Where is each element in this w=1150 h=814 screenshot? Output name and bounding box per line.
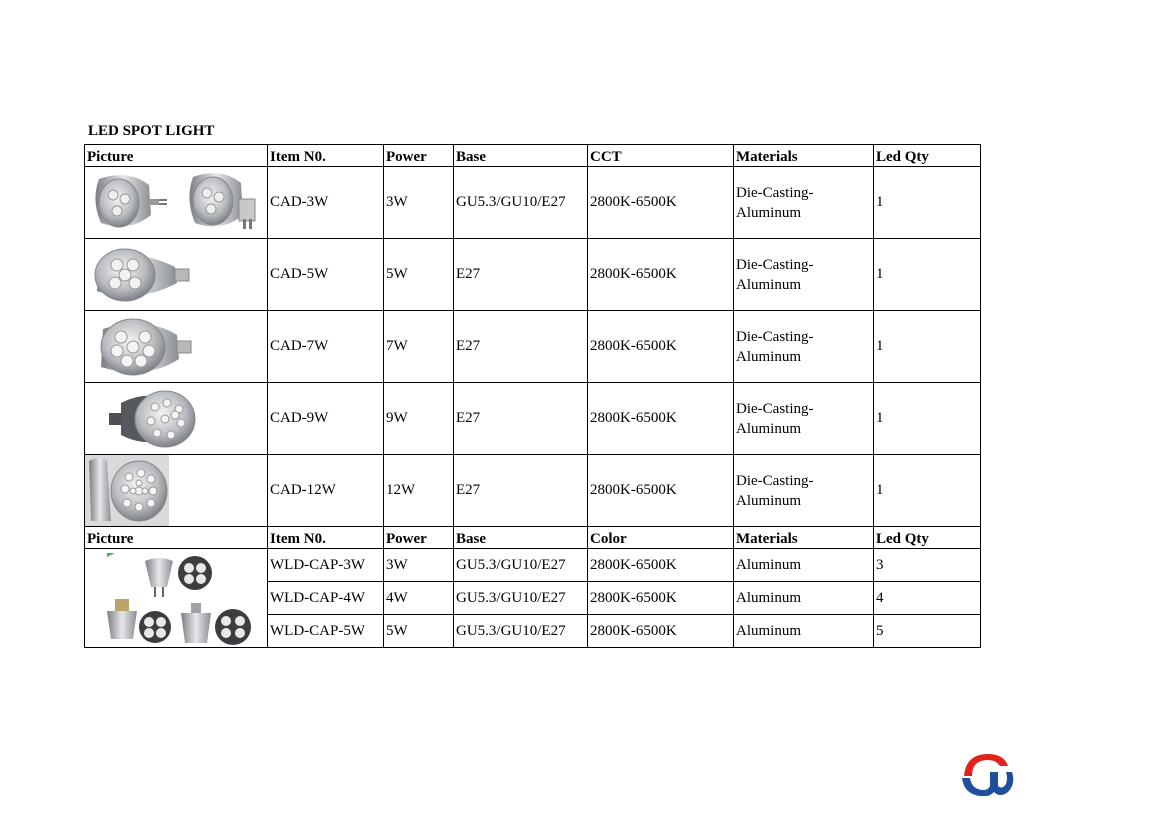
led-qty: 3 (874, 549, 981, 582)
item-no: WLD-CAP-3W (268, 549, 384, 582)
item-no: CAD-12W (268, 455, 384, 527)
cct: 2800K-6500K (588, 239, 734, 311)
header-materials: Materials (734, 145, 874, 167)
table-header-row (85, 527, 981, 549)
table-row (85, 239, 981, 311)
color: 2800K-6500K (588, 549, 734, 582)
cct: 2800K-6500K (588, 383, 734, 455)
materials: Aluminum (734, 549, 874, 582)
header-power: Power (384, 527, 454, 549)
header-base: Base (454, 145, 588, 167)
color: 2800K-6500K (588, 582, 734, 615)
power: 3W (384, 167, 454, 239)
header-power: Power (384, 145, 454, 167)
materials: Aluminum (734, 582, 874, 615)
item-no: CAD-5W (268, 239, 384, 311)
header-item-no: Item N0. (268, 145, 384, 167)
base: GU5.3/GU10/E27 (454, 615, 588, 648)
header-cct: CCT (588, 145, 734, 167)
table-header-row (85, 145, 981, 167)
table-row (85, 167, 981, 239)
product-photo-cad-9w (85, 383, 268, 455)
base: GU5.3/GU10/E27 (454, 582, 588, 615)
item-no: WLD-CAP-4W (268, 582, 384, 615)
materials: Aluminum (734, 615, 874, 648)
power: 7W (384, 311, 454, 383)
base: E27 (454, 455, 588, 527)
header-picture: Picture (85, 527, 268, 549)
base: E27 (454, 311, 588, 383)
power: 3W (384, 549, 454, 582)
led-qty: 1 (874, 239, 981, 311)
led-qty: 5 (874, 615, 981, 648)
product-photo-cad-3w (85, 167, 268, 239)
led-qty: 1 (874, 167, 981, 239)
company-logo (958, 750, 1014, 801)
power: 5W (384, 615, 454, 648)
product-photo-cad-12w (85, 455, 268, 527)
item-no: WLD-CAP-5W (268, 615, 384, 648)
spec-table (84, 144, 981, 648)
materials: Die-Casting-Aluminum (734, 383, 874, 455)
cct: 2800K-6500K (588, 455, 734, 527)
materials: Die-Casting-Aluminum (734, 311, 874, 383)
header-picture: Picture (85, 145, 268, 167)
table-row (85, 549, 981, 582)
led-qty: 4 (874, 582, 981, 615)
power: 4W (384, 582, 454, 615)
item-no: CAD-9W (268, 383, 384, 455)
product-photo-cad-5w (85, 239, 268, 311)
product-photo-cad-7w (85, 311, 268, 383)
item-no: CAD-7W (268, 311, 384, 383)
power: 9W (384, 383, 454, 455)
table-row (85, 455, 981, 527)
led-qty: 1 (874, 455, 981, 527)
item-no: CAD-3W (268, 167, 384, 239)
table-row (85, 311, 981, 383)
base: E27 (454, 239, 588, 311)
base: GU5.3/GU10/E27 (454, 549, 588, 582)
header-base: Base (454, 527, 588, 549)
product-photo-wld-cap (85, 549, 268, 648)
power: 12W (384, 455, 454, 527)
header-materials: Materials (734, 527, 874, 549)
led-qty: 1 (874, 311, 981, 383)
header-color: Color (588, 527, 734, 549)
materials: Die-Casting-Aluminum (734, 167, 874, 239)
power: 5W (384, 239, 454, 311)
page-title: LED SPOT LIGHT (88, 123, 215, 139)
materials: Die-Casting-Aluminum (734, 239, 874, 311)
table-row (85, 383, 981, 455)
cct: 2800K-6500K (588, 167, 734, 239)
color: 2800K-6500K (588, 615, 734, 648)
header-item-no: Item N0. (268, 527, 384, 549)
materials: Die-Casting-Aluminum (734, 455, 874, 527)
base: E27 (454, 383, 588, 455)
header-led-qty: Led Qty (874, 145, 981, 167)
header-led-qty: Led Qty (874, 527, 981, 549)
led-qty: 1 (874, 383, 981, 455)
base: GU5.3/GU10/E27 (454, 167, 588, 239)
cct: 2800K-6500K (588, 311, 734, 383)
